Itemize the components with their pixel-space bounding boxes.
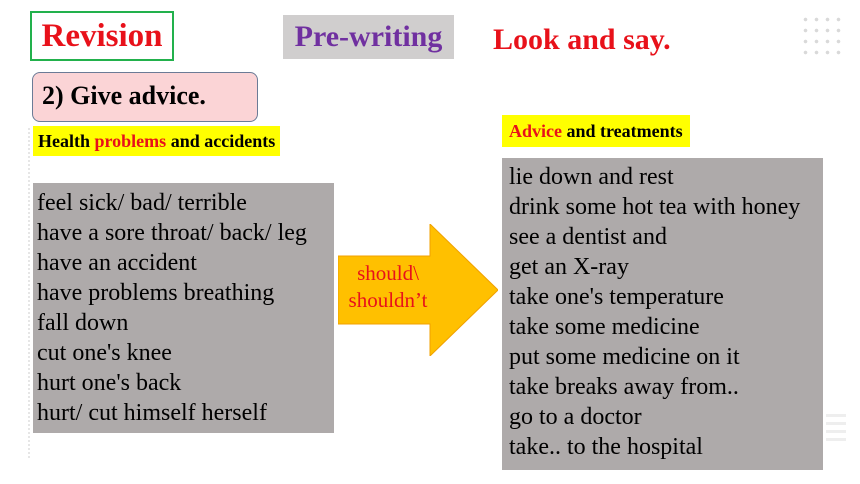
heading-text: and treatments: [562, 121, 683, 141]
heading-highlight: problems: [94, 131, 167, 151]
list-item: see a dentist and: [509, 224, 667, 250]
heading-text: Health: [38, 131, 95, 151]
list-item: cut one's knee: [37, 340, 172, 366]
list-item: lie down and rest: [509, 164, 674, 190]
list-item: take breaks away from..: [509, 374, 739, 400]
list-item: take some medicine: [509, 314, 700, 340]
give-advice-heading: 2) Give advice.: [32, 72, 258, 122]
prewriting-label: Pre-writing: [283, 15, 454, 59]
list-item: feel sick/ bad/ terrible: [37, 190, 247, 216]
list-item: put some medicine on it: [509, 344, 740, 370]
health-problems-heading: [33, 126, 280, 156]
advice-treatments-heading: [502, 115, 690, 147]
list-item: have problems breathing: [37, 280, 275, 306]
revision-label: Revision: [30, 11, 174, 61]
advice-list: [502, 158, 823, 470]
list-item: hurt one's back: [37, 370, 182, 396]
list-item: hurt/ cut himself herself: [37, 400, 267, 426]
watermark-icon: [822, 410, 850, 450]
list-item: get an X-ray: [509, 254, 629, 280]
heading-text: and accidents: [166, 131, 276, 151]
list-item: fall down: [37, 310, 129, 336]
look-and-say-title: Look and say.: [493, 23, 671, 56]
slide-edge-decoration: [28, 128, 30, 458]
dot-grid-decoration: [800, 14, 846, 60]
list-item: drink some hot tea with honey: [509, 194, 801, 220]
problems-list: [33, 183, 334, 433]
list-item: take one's temperature: [509, 284, 724, 310]
list-item: have an accident: [37, 250, 197, 276]
arrow-text-line: should\: [357, 261, 419, 285]
should-shouldnt-label: [338, 260, 438, 314]
list-item: take.. to the hospital: [509, 434, 703, 460]
list-item: go to a doctor: [509, 404, 642, 430]
arrow-text-line: shouldn’t: [348, 288, 428, 312]
list-item: have a sore throat/ back/ leg: [37, 220, 307, 246]
heading-highlight: Advice: [509, 121, 562, 141]
